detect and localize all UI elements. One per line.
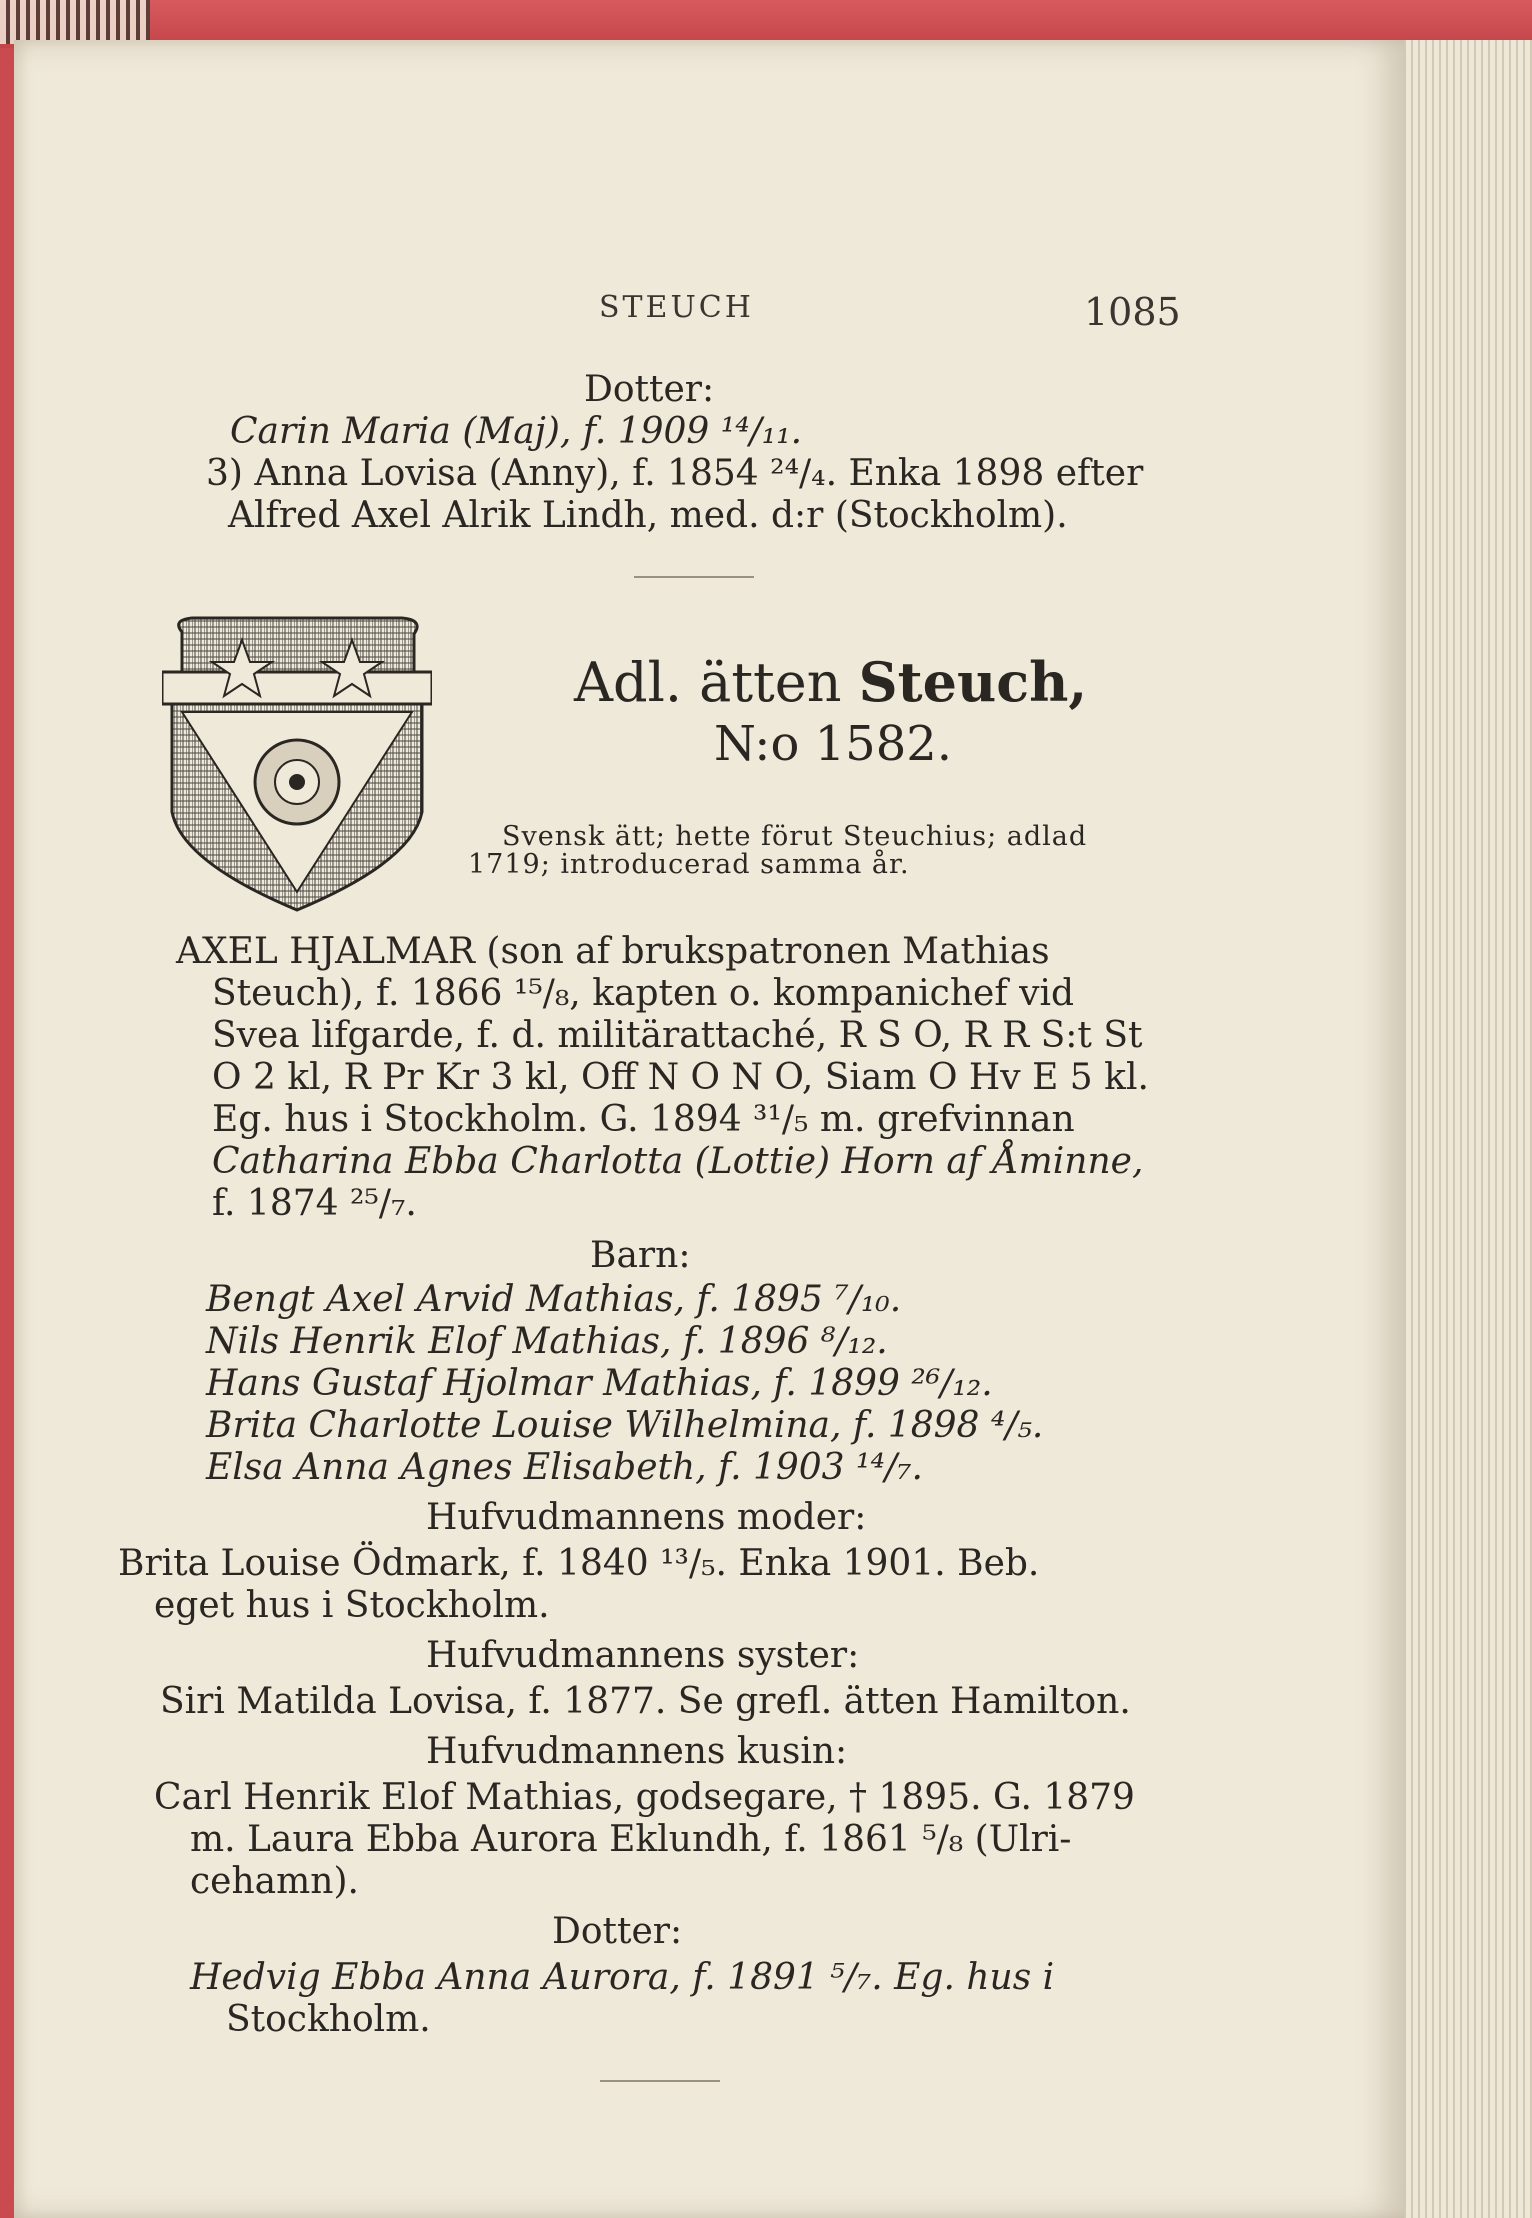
text-line: Catharina Ebba Charlotta (Lottie) Horn af Åminne, — [212, 1141, 1144, 1182]
list-item: Brita Charlotte Louise Wilhelmina, f. 1898 ⁴/₅. — [206, 1405, 1044, 1446]
coat-of-arms-icon — [162, 612, 432, 912]
divider — [600, 2080, 720, 2082]
text-line: Steuch), f. 1866 ¹⁵/₈, kapten o. kompanichef vid — [212, 973, 1074, 1014]
heading-barn: Barn: — [590, 1235, 691, 1276]
text-line: Alfred Axel Alrik Lindh, med. d:r (Stockholm). — [228, 495, 1068, 536]
heading-dotter: Dotter: — [584, 369, 715, 410]
text-line: O 2 kl, R Pr Kr 3 kl, Off N O N O, Siam O Hv E 5 kl. — [212, 1057, 1149, 1098]
heading-dotter-2: Dotter: — [552, 1911, 683, 1952]
heading-kusin: Hufvudmannens kusin: — [426, 1731, 848, 1772]
page-edges — [1392, 40, 1532, 2218]
divider — [634, 576, 754, 578]
heading-moder: Hufvudmannens moder: — [426, 1497, 867, 1538]
text-line: cehamn). — [190, 1861, 359, 1902]
list-item: Hans Gustaf Hjolmar Mathias, f. 1899 ²⁶/₁₂. — [206, 1363, 993, 1404]
family-title: Adl. ätten Steuch, — [574, 650, 1088, 714]
text-line: Carl Henrik Elof Mathias, godsegare, † 1895. G. 1879 — [154, 1777, 1135, 1818]
list-item: Bengt Axel Arvid Mathias, f. 1895 ⁷/₁₀. — [206, 1279, 902, 1320]
text-line: eget hus i Stockholm. — [154, 1585, 550, 1626]
intro-line: Svensk ätt; hette förut Steuchius; adlad — [502, 821, 1088, 852]
book-page — [14, 40, 1404, 2218]
text-line: 3) Anna Lovisa (Anny), f. 1854 ²⁴/₄. Enka 1898 efter — [206, 453, 1144, 494]
list-item: Nils Henrik Elof Mathias, f. 1896 ⁸/₁₂. — [206, 1321, 888, 1362]
text-line: Svea lifgarde, f. d. militärattaché, R S O, R R S:t St — [212, 1015, 1143, 1056]
text-line: Eg. hus i Stockholm. G. 1894 ³¹/₅ m. grefvinnan — [212, 1099, 1075, 1140]
intro-line: 1719; introducerad samma år. — [468, 849, 910, 880]
text-line: f. 1874 ²⁵/₇. — [212, 1183, 417, 1224]
page-number: 1085 — [1084, 290, 1181, 334]
heading-syster: Hufvudmannens syster: — [426, 1635, 860, 1676]
text-line: AXEL HJALMAR (son af brukspatronen Mathias — [176, 931, 1050, 972]
book-spine-edge — [0, 0, 150, 44]
text-line: Brita Louise Ödmark, f. 1840 ¹³/₅. Enka 1901. Beb. — [118, 1543, 1040, 1584]
list-item: Elsa Anna Agnes Elisabeth, f. 1903 ¹⁴/₇. — [206, 1447, 923, 1488]
running-head: STEUCH — [599, 290, 754, 325]
text-line: m. Laura Ebba Aurora Eklundh, f. 1861 ⁵/₈ (Ulri- — [190, 1819, 1072, 1860]
text-line: Stockholm. — [226, 1999, 431, 2040]
text-line: Hedvig Ebba Anna Aurora, f. 1891 ⁵/₇. Eg. hus i — [190, 1957, 1055, 1998]
text-line: Siri Matilda Lovisa, f. 1877. Se grefl. ätten Hamilton. — [160, 1681, 1131, 1722]
family-number: N:o 1582. — [714, 716, 953, 772]
text-line: Carin Maria (Maj), f. 1909 ¹⁴/₁₁. — [230, 411, 803, 452]
